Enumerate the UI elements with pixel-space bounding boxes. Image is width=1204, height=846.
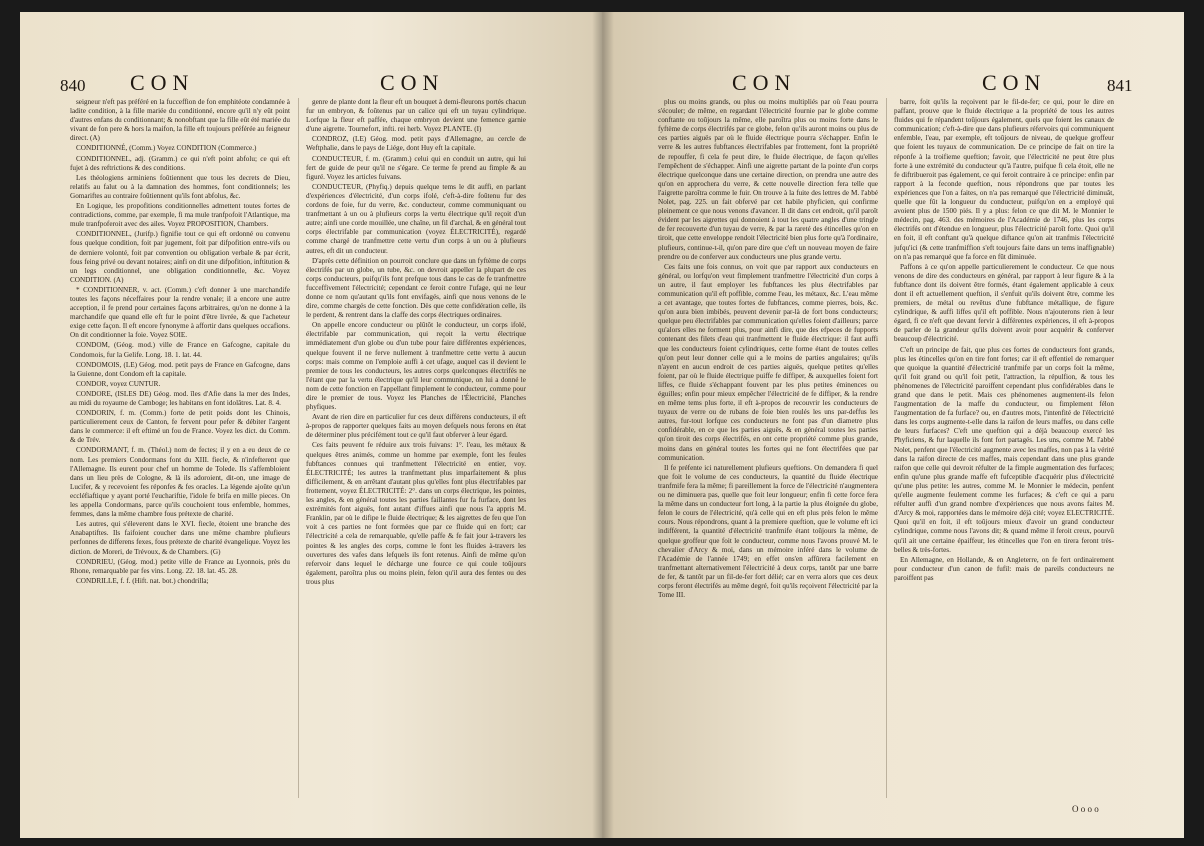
page-number-left: 840 <box>60 76 86 95</box>
entry-paragraph: Il fe préfente ici naturellement plufieurs queftions. On demandera fi quel que foit le volume de ces conducteurs, la quantité du fluide électrique tranfmife fera la même; fi pareillement la force de l'électricité n'augmentera ou ne diminuera pas, quelle que foit leur longueur; enfin fi cette force fera la même dans un conducteur fort long, à la partie la plus éloignée du globe, felon le cours de l'électricité, qu'à celle qui en eft plus près felon le même cours. Nous répondrons, quant à la premiere queftion, que le volume eft ici indifférent, la quantité d'électricité tranfmife étant toûjours la même, de quelque groffeur que foit le conducteur, comme nous l'avons prouvé M. le chevalier d'Arcy & moi, dans un mémoire inféré dans le volume de l'Académie de l'année 1749; en effet ons'en affûrera facilement en tranfmettant alternativement l'électricité à deux corps, tantôt par une barre de fer, & tantôt par un fil-de-fer fort délié; car en verra alors que ces deux corps feront électrifés au même degré, foit qu'ils reçoivent l'électricité par la Tome III. <box>658 463 878 600</box>
entry-paragraph: CONDOMOIS, (LE) Géog. mod. petit pays de France en Gafcogne, dans la Guienne, dont Condom eft la capitale. <box>70 360 290 378</box>
left-page-column-1 <box>70 98 290 798</box>
right-page-column-1 <box>658 98 878 798</box>
entry-paragraph: genre de plante dont la fleur eft un bouquet à demi-fleurons portés chacun fur un embryon, & foûtenus par un calice qui eft un tuyau cylindrique. Lorfque la fleur eft paffée, chaque embryon devient une femence garnie d'une aigrette. Tournefort, infti. rei herb. Voyez PLANTE. (I) <box>306 98 526 134</box>
column-rule <box>298 98 299 798</box>
entry-paragraph: Ces faits une fois connus, on voit que par rapport aux conducteurs en général, ou lorfqu'on veut fimplement tranfmettre l'électricité d'un corps à un autre, il faut employer les fubftances les plus électrifables par communication qu'il eft poffible, comme l'eau, les métaux, &c. L'eau même a cet avantage, que toutes fortes de fubftances, comme pierres, bois, &c. qu'on aura bien imbibés, peuvent devenir par-là de fort bons conducteurs; quelque peu électrifables par communication qu'elles foient d'ailleurs; parce qu'alors elles ne forment plus, pour ainfi dire, que des efpeces de fupports contenant des filets d'eau qui tranfmettent le fluide électrique: il faut auffi que les conducteurs foient cylindriques, cette forme étant de toutes celles qu'on peut leur donner celle qui a le moins de parties angulaires; qu'ils n'ayent en aucun endroit de ces parties aiguës, quelque petites qu'elles foient, par où le fluide électrique puiffe fe diffiper, & auxquelles foient fort liffes, ce fluide s'échappant fouvent par les plus petites éminences ou éguilles; enfin pour mieux empêcher l'électricité de fe diffiper, & la rendre en même tems plus forte, il eft à-propos de recouvrir les conducteurs de tuyaux de verre ou de rubans de foie bien roulés les uns par-deffus les autres, fur-tout lorfque ces conducteurs ne font pas d'un diametre plus confidérable, en ce que les parties aiguës, & en général toutes les parties qu'on tiroit des corps électrifés, en ont cette propriété comme plus grande, moins dans en général toutes les fortes qui ne font électrifées que par communication. <box>658 262 878 462</box>
signature-mark: O o o o <box>1072 804 1099 814</box>
entry-paragraph: plus ou moins grands, ou plus ou moins multipliés par où l'eau pourra s'écouler; de même, en regardant l'électricité fournie par le globe comme conftante ou toûjours la même, elle paroîtra plus ou moins forte dans le fyftème de corps électrifés par ce globe, felon qu'ils auront moins ou plus de ces parties aiguës par où le fluide électrique pourra s'échapper. Enfin le verre & les autres fubftances électrifables par frottement, font la propriété de repouffer, fi cela fe peut dire, le fluide électrique, de façon qu'elles l'empêchent de s'échapper. Ainfi une aigrette partant de la pointe d'un corps électrique quelconque dans une certaine direction, on prendra une autre des qu'on en approchera du verre, & cette nouvelle direction fera telle que l'aigrette paroîtra comme le fuir. On trouve à la fuite des lettres de M. l'abbé Nolet, pag. 225. un fait obfervé par cet habile phyficien, qui confirme pleinement ce que nous venons d'avancer. Il dit dans cet endroit, qu'il paroît évident par les aigrettes qui donnoient à tout les quatre angles d'une tringle de fer recouverte d'un tuyau de verre, & par la rareté des étincelles qu'on en tiroit, que cette enveloppe rendoit l'électricité bien plus forte qu'à l'ordinaire, plufieurs, continue-t-il, qu'on pare dire que c'eft un nouveau moyen de faire prendre ou de conferver aux conducteurs une plus grande vertu. <box>658 98 878 261</box>
book-spread <box>20 12 1184 838</box>
entry-paragraph: Avant de rien dire en particulier fur ces deux différens conducteurs, il eft à-propos de rapporter quelques faits au moyen defquels nous ferons en état de déterminer plus précifément tout ce qu'il faut obferver à leur égard. <box>306 413 526 440</box>
right-page <box>602 12 1184 838</box>
entry-paragraph: CONDRILLE, f. f. (Hift. nat. bot.) chondrilla; <box>76 576 209 585</box>
entry-paragraph: CONDORE, (ISLES DE) Géog. mod. îles d'Afie dans la mer des Indes, au midi du royaume de Camboge; les habitans en font idolâtres. Lat. 8. 4. <box>70 389 290 407</box>
entry-paragraph: D'après cette définition on pourroit conclure que dans un fyftème de corps électrifés par un globe, un tube, &c. on devroit appeller la plupart de ces corps conducteurs, puifqu'ils font prefque tous dans le cas de fe tranfmettre fucceffivement l'électricité; cependant ce feroit contre l'ufage, qui ne leur donne ce nom qu'autant qu'ils font envifagés, ainfi que nous venons de le dire, comme chargés de cette fonction. Dès que cette confidération celle, ils le perdent, & rentrent dans la claffe des corps électriques ordinaires. <box>306 256 526 320</box>
entry-paragraph: * CONDITIONNER, v. act. (Comm.) c'eft donner à une marchandife toutes les façons néceffaires pour la rendre venale; il a encore une autre acception, il fe prend pour certaines façons arbitraires, qu'on ne donne à la marchandife que quand elle eft fur le point d'être livrée, & que l'acheteur exige cette façon. Il eft encore fynonyme à affortir dans quelques occafions. On dit conditionner la foie. Voyez SOIE. <box>70 285 290 340</box>
left-page-column-2 <box>306 98 526 798</box>
entry-paragraph: C'eft un principe de fait, que plus ces fortes de conducteurs font grands, plus les étincelles qu'on en tire font fortes; car il eft effentiel de remarquer que quoique la quantité d'électricité tranfmife par un corps foit la même, qu'il foit grand ou qu'il foit petit, l'attraction, la répulfion, & tous les phénomenes de l'électricité paroiffent cependant plus confidérables dans le grand que dans le petit. Mais ces phénomenes augmentent-ils felon l'augmentation de la maffe du conducteur, ou fimplement félon l'augmentation de fa furface? ou, en d'autres mots, l'intenfité de l'électricité dans les corps augmente-t-elle dans la raifon de leurs maffes, ou dans celle de leurs furfaces? C'eft une queftion qui a déjà beaucoup exercé les Phyficiens, & fur laquelle ils font fort partagés. Les uns, comme M. l'abbé Nolet, penfent que l'électricité augmente avec les maffes, non pas à la vérité dans la raifon directe de ces maffes, mais cependant dans une plus grande raifon que celle qui devroit réfulter de la fimple augmentation des furfaces; enfin qu'une plus grande maffe eft fufceptible d'acquérir plus d'électricité qu'une plus petite: les autres, comme M. le Monnier le médecin, penfent qu'elle augmente feulement comme les furfaces; & c'eft ce qui a paru réfulter auffi d'un grand nombre d'expériences que nous avons faites M. d'Arcy & moi, rapportées dans le mémoire déjà cité; voyez ELECTRICITÉ. Quoi qu'il en foit, il eft toûjours mieux d'avoir un grand conducteur cylindrique, comme nous l'avons dit; & quand même il feroit creux, pourvû qu'il ait une certaine épaiffeur, les étincelles que l'on en tirera feront très-belles & très-fortes. <box>894 345 1114 554</box>
entry-paragraph: CONDITIONNEL, (Jurifp.) fignifie tout ce qui eft ordonné ou convenu fous quelque condition, foit par jugement, foit par difpofition entre-vifs ou de derniere volonté, foit par convention ou obligation verbale & par écrit, fous feing privé ou devant notaires; ainfi on dit une difpofition, inftitution & un legs conditionnel, une obligation conditionnelle, &c. Voyez CONDITION. (A) <box>70 230 290 284</box>
entry-paragraph: On appelle encore conducteur ou plûtôt le conducteur, un corps ifolé, électrifable par communication, qui reçoit la vertu électrique immédiatement d'un globe ou d'un tube pour faire différentes expériences, quelque fouvent il ne ferve nullement à tranfmettre cette vertu à aucun corps: mais comme on l'emploie auffi à cet ufage, auquel cas il devient le premier de tous les conducteurs, les autres corps quelconques électrifés ne l'étant que par la vertu électrique qu'il leur communique, on lui a donné le nom de cette fonction en l'appellant fimplement le conducteur, comme pour dire le premier de tous. Voyez les Planches de l'Électricité, Planches phyfiques. <box>306 321 526 412</box>
entry-paragraph: En Allemagne, en Hollande, & en Angleterre, on fe fert ordinairement pour conducteur d'un canon de fufil: mais de pareils conducteurs ne paroiffent pas <box>894 555 1114 582</box>
entry-paragraph: CONDOM, (Géog. mod.) ville de France en Gafcogne, capitale du Condomois, fur la Gelife. Long. 18. 1. lat. 44. <box>70 341 290 359</box>
running-head-right-1: CON <box>732 70 797 95</box>
entry-paragraph: CONDROZ, (LE) Géog. mod. petit pays d'Allemagne, au cercle de Weftphalie, dans le pays de Liége, dont Huy eft la capitale. <box>306 135 526 153</box>
entry-paragraph: Ces faits peuvent fe réduire aux trois fuivans: 1°. l'eau, les métaux & quelques êtres animés, comme un homme par exemple, font les feules fubftances connues qui tranfmettent l'électricité en entier, voy. ÉLECTRICITÉ; les autres la tranfmettant plus imparfaitement & plus difficilement, & en arrêtant d'autant plus qu'elles font plus électrifables par frottement, voyez ÉLECTRICITÉ: 2°. dans un corps électrique, les pointes, les angles, & en général toutes les parties faillantes fur fa furface, dont les extrémités font aiguës, font autant d'iffues ainfi que nous l'a appris M. Franklin, par où le difipe le fluide électrique; & les aigrettes de feu que l'on voit à ces parties ne font formées que par ce fluide qui en fort; car l'électricité a cela de remarquable, qu'elle paffe & fe fait jour à-travers les pointes & les angles des corps, comme le font les fluides à-travers les ouvertures des vafes dans lefquels ils font retenus. Ainfi de même qu'on refervoir dans lequel le décharge une fource ce qui coule toûjours également, paroîtra plus ou moins plein, felon qu'il aura des fentes ou des trous plus <box>306 441 526 586</box>
running-head-left-2: CON <box>380 70 445 95</box>
column-rule <box>886 98 887 798</box>
entry-paragraph: seigneur n'eft pas préféré en la fucceffion de fon emphitéote condamnée à ladite condition, à la fille mariée du conditionné, encore qu'il n'y eût point d'autres enfans du conditionnant; & nonobftant que la fille eût été mariée du vivant de fon pere & hors la maifon, la fille eft toujours préférée au feigneur direct. (A) <box>70 98 290 143</box>
entry-paragraph: CONDITIONNEL, adj. (Gramm.) ce qui n'eft point abfolu; ce qui eft fujet à des reftrictions & des conditions. <box>70 154 290 172</box>
entry-paragraph: CONDRIEU, (Géog. mod.) petite ville de France au Lyonnois, près du Rhone, remarquable par fes vins. Long. 22. 18. lat. 45. 28. <box>70 557 290 575</box>
entry-paragraph: En Logique, les propofitions conditionnelles admettent toutes fortes de contradictions, comme, par exemple, fi ma mule tranfpofoit l'Atlantique, ma mule tranfpoferoit avec des ailes. Voyez PROPOSITION, Chambers. <box>70 202 290 229</box>
entry-paragraph: CONDUCTEUR, f. m. (Gramm.) celui qui en conduit un autre, qui lui fert de guide de peur qu'il ne s'égare. Ce terme fe prend au fimple & au figuré. Voyez les articles fuivans. <box>306 154 526 181</box>
right-page-column-2 <box>894 98 1114 798</box>
entry-paragraph: Les théologiens arminiens foûtiennent que tous les decrets de Dieu, relatifs au falut ou à la damnation des hommes, font conditionnels; les Gomariftes au contraire foûtiennent qu'ils font abfolus, &c. <box>70 173 290 200</box>
left-page <box>20 12 602 838</box>
entry-paragraph: CONDORMANT, f. m. (Théol.) nom de fectes; il y en a eu deux de ce nom. Les premiers Condormans font du XIII. fiecle, & n'infefterent que l'Allemagne. Ils eurent pour chef un homme de Tolede. Ils s'affembloient dans un lieu près de Cologne, & là ils adoroient, dit-on, une image de Lucifer, & y recevoient fes réponfes & fes oracles. La légende ajoûte qu'un eccléfiaftique y ayant porté l'euchariftie, l'idole fe brifa en mille pieces. On les appella Condormans, parce qu'ils couchoient tous enfemble, hommes, femmes, dans la même chambre fous prétexte de charité. <box>70 446 290 519</box>
running-head-left-1: CON <box>130 70 195 95</box>
book-gutter <box>592 12 614 838</box>
entry-paragraph: CONDUCTEUR, (Phyfiq.) depuis quelque tems le dit auffi, en parlant d'expériences d'électricité, d'un corps ifolé, c'eft-à-dire foûtenu fur des cordons de foie, fur du verre, &c. conducteur, comme communiquant ou tranfmettant à un ou à plufieurs corps la vertu électrique qu'il reçoit d'un autre; ainfi une corde mouillée, une chaîne, un fil d'archal, & en général tout corps électrifable par communication (voyez ÉLECTRICITÉ), regardé comme chargé de tranfmettre cette vertu d'un corps à un ou à plufieurs autres, eft dit un conducteur. <box>306 182 526 255</box>
entry-paragraph: Paffons à ce qu'on appelle particulierement le conducteur. Ce que nous venons de dire des conducteurs en général, par rapport à leur figure & à la fubftance dont ils doivent être formés, étant également applicable à ceux dont il eft actuellement queftion, il s'enfuit qu'ils doivent être, comme les premiers, de métal ou revêtus d'une fubftance métallique, de figure cylindrique, & auffi liffes qu'il eft poffible. Nous n'ajouterons rien à leur égard, fi ce n'eft que devant fervir à différentes expériences, il eft à-propos de parler de la grandeur qu'ils doivent avoir pour acquérir & conferver beaucoup d'électricité. <box>894 262 1114 344</box>
entry-paragraph: barre, foit qu'ils la reçoivent par le fil-de-fer; ce qui, pour le dire en paffant, prouve que le fluide électrique a la propriété de tous les autres fluides qui fe répandent toûjours également, quels que foient les canaux de communication; c'eft-à-dire que dans plufieurs réfervoirs qui communiquent enfemble, l'eau, par exemple, eft toûjours de niveau, de quelque groffeur que foient les tuyaux de communication. De ce principe de fait on tire la réponfe à la troifieme queftion; favoir, que l'électricité ne peut être plus forte à une extrémité du conducteur qu'à l'autre, puifque fi cela étoit, elle ne fe diftribueroit pas également, ce qui feroit contraire à ce principe: enfin par rapport à la feconde queftion, nous répondrons que par toutes les expériences que l'on a faites, on n'a pas remarqué que l'électricité diminuât, quelle que fût la longueur du conducteur, puifqu'on en a employé qui avoient plus de 1500 piés. Il y a plus: felon ce que dit M. le Monnier le médecin, pag. 463. des mémoires de l'Académie de 1746, plus les corps électrifés ont d'étendue en longueur, plus l'électricité paroît forte. Quoi qu'il en foit, il eft conftant qu'à quelque diftance qu'on ait tranfmis l'électricité jufqu'ici (& cette tranfmiffion s'eft toujours faite dans un tems inaffignable) on n'a pas remarqué que fa force en fût diminuée. <box>894 98 1114 261</box>
entry-paragraph: Les autres, qui s'éleverent dans le XVI. fiecle, étoient une branche des Anabaptiftes. Ils faifoient coucher dans une même chambre plufieurs perfonnes de differens fexes, fous prétexte de charité évangelique. Voyez les diction. de Moreri, de Trévoux, & de Chambers. (G) <box>70 520 290 556</box>
entry-paragraph: CONDORIN, f. m. (Comm.) forte de petit poids dont les Chinois, particulierement ceux de Canton, fe fervent pour pefer & débiter l'argent dans le commerce: il eft eftimé un fou de France. Voyez les dict. du Comm. & de Trév. <box>70 409 290 445</box>
entry-paragraph: CONDOR, voyez CUNTUR. <box>76 379 161 388</box>
page-number-right: 841 <box>1107 76 1133 95</box>
running-head-right-2: CON <box>982 70 1047 95</box>
entry-paragraph: CONDITIONNÉ, (Comm.) Voyez CONDITION (Commerce.) <box>76 144 257 153</box>
